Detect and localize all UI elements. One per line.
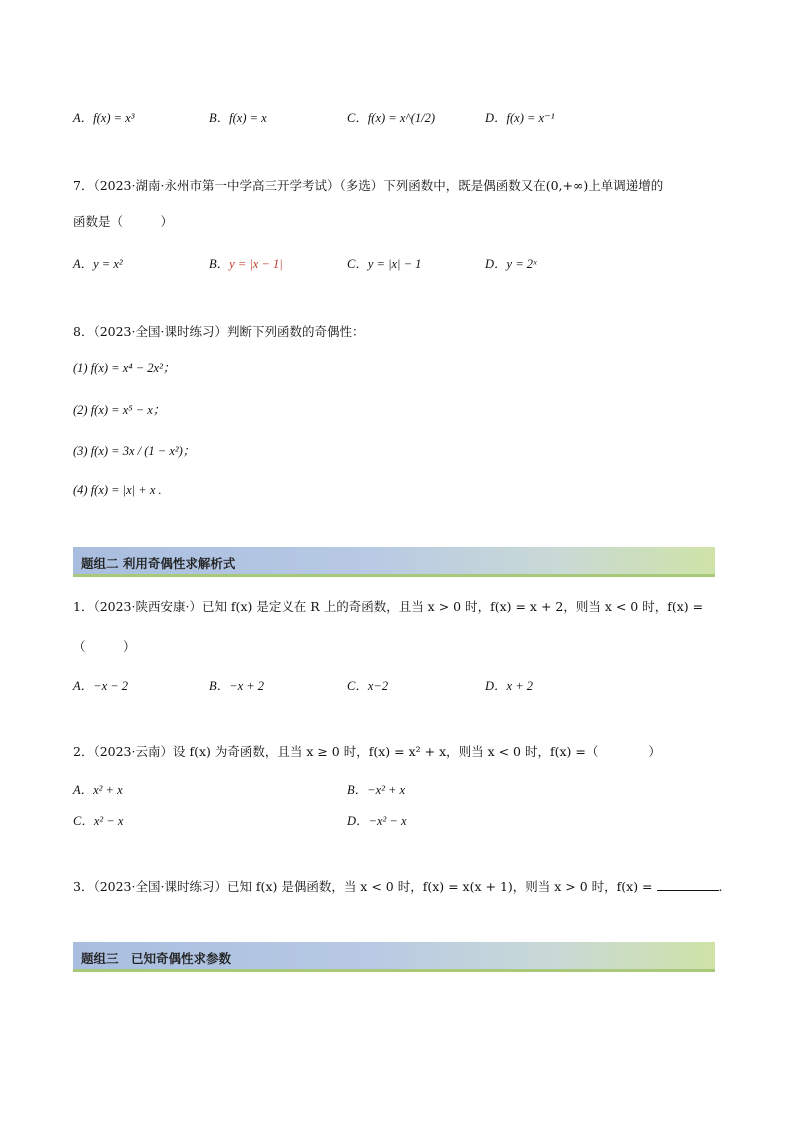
q7-stem-line2: 函数是（ ） [73,214,174,229]
q7-option-b-label: B． [209,257,230,271]
q8-item-2: (2) f(x) = x⁵ − x； [73,403,166,417]
s2q1-option-d: D．x + 2 [485,679,534,693]
s2q3-stem [73,877,723,895]
q8-item-1: (1) f(x) = x⁴ − 2x²； [73,361,176,375]
s2q1-option-c: C．x−2 [347,679,389,693]
q6-option-d: D．f(x) = x⁻¹ [485,111,555,125]
s2q2-option-a: A．x² + x [73,783,123,797]
q7-option-c: C．y = |x| − 1 [347,257,422,271]
section2-title: 题组二 利用奇偶性求解析式 [81,556,236,571]
s2q1-stem-line2: （ ） [73,639,136,654]
q6-option-a: A．f(x) = x³ [73,111,135,125]
s2q2-stem: 2．（2023·云南）设 f(x) 为奇函数，且当 x ≥ 0 时，f(x) = x² + x，则当 x < 0 时，f(x) =（ ） [73,744,661,759]
section3-title: 题组三 已知奇偶性求参数 [81,951,232,966]
q8-stem: 8．（2023·全国·课时练习）判断下列函数的奇偶性： [73,324,365,339]
s2q2-option-d: D．−x² − x [347,814,407,828]
s2q3-answer-blank[interactable] [657,878,719,891]
s2q1-option-a: A．−x − 2 [73,679,129,693]
q8-item-4: (4) f(x) = |x| + x . [73,483,162,497]
section3-header [73,942,715,972]
q7-option-b-expr: y = |x − 1| [229,257,283,271]
q7-option-d: D．y = 2ˣ [485,257,537,271]
s2q3-stem-text: 3．（2023·全国·课时练习）已知 f(x) 是偶函数，当 x < 0 时，f(x) = x(x + 1)，则当 x > 0 时，f(x) = [73,879,653,894]
s2q2-option-c: C．x² − x [73,814,124,828]
q7-option-b [209,254,283,272]
section2-header [73,547,715,577]
s2q1-option-b: B．−x + 2 [209,679,265,693]
s2q2-option-b: B．−x² + x [347,783,406,797]
q6-option-b: B．f(x) = x [209,111,267,125]
q7-option-a: A．y = x² [73,257,123,271]
q6-option-c: C．f(x) = x^(1/2) [347,111,435,125]
s2q3-stem-end: . [718,879,723,894]
q8-item-3: (3) f(x) = 3x / (1 − x²)； [73,444,196,458]
q7-stem-line1: 7．（2023·湖南·永州市第一中学高三开学考试）（多选）下列函数中，既是偶函数又在(0,+∞)上单调递增的 [73,178,664,193]
s2q1-stem-line1: 1．（2023·陕西安康·）已知 f(x) 是定义在 R 上的奇函数，且当 x > 0 时，f(x) = x + 2，则当 x < 0 时，f(x) = [73,599,704,614]
